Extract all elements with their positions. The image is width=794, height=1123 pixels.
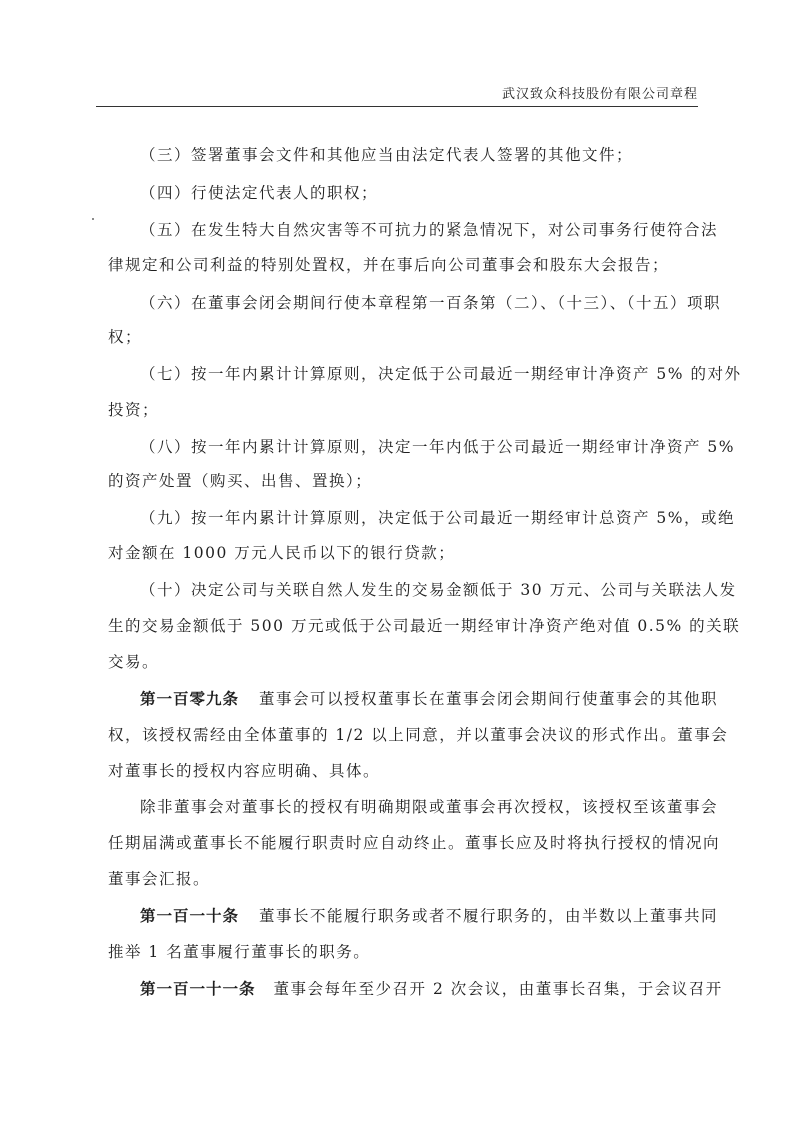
clause-8-line-1: （八）按一年内累计计算原则，决定一年内低于公司最近一期经审计净资产 5% xyxy=(140,438,736,456)
article-109-para2-line-2: 任期届满或董事长不能履行职责时应自动终止。董事长应及时将执行授权的情况向 xyxy=(108,834,721,852)
clause-3: （三）签署董事会文件和其他应当由法定代表人签署的其他文件； xyxy=(140,146,634,164)
article-109-text: 董事会可以授权董事长在董事会闭会期间行使董事会的其他职 xyxy=(259,690,719,708)
article-109-line-3: 对董事长的授权内容应明确、具体。 xyxy=(108,762,381,780)
clause-6-line-1: （六）在董事会闭会期间行使本章程第一百条第（二）、（十三）、（十五）项职 xyxy=(140,294,722,312)
clause-6-line-2: 权； xyxy=(108,328,143,346)
article-110-title: 第一百一十条 xyxy=(140,907,240,925)
article-109-para2-line-3: 董事会汇报。 xyxy=(108,870,211,888)
article-110-text: 董事长不能履行职务或者不履行职务的，由半数以上董事共同 xyxy=(259,907,719,925)
clause-10-line-1: （十）决定公司与关联自然人发生的交易金额低于 30 万元、公司与关联法人发 xyxy=(140,581,737,599)
clause-9-line-1: （九）按一年内累计计算原则，决定低于公司最近一期经审计总资产 5%，或绝 xyxy=(140,509,736,527)
clause-5-line-2: 律规定和公司利益的特别处置权，并在事后向公司董事会和股东大会报告； xyxy=(108,256,670,274)
clause-4: （四）行使法定代表人的职权； xyxy=(140,184,379,202)
article-109-para2-line-1: 除非董事会对董事长的授权有明确期限或董事会再次授权，该授权至该董事会 xyxy=(140,798,719,816)
article-109-title: 第一百零九条 xyxy=(140,690,240,708)
article-111-line-1 xyxy=(140,979,723,999)
clause-9-line-2: 对金额在 1000 万元人民币以下的银行贷款； xyxy=(108,544,456,562)
article-110-line-1 xyxy=(140,906,719,926)
clause-8-line-2: 的资产处置（购买、出售、置换）； xyxy=(108,472,373,490)
scan-speck xyxy=(92,218,94,220)
article-111-text: 董事会每年至少召开 2 次会议，由董事长召集，于会议召开 xyxy=(273,980,723,998)
clause-10-line-2: 生的交易金额低于 500 万元或低于公司最近一期经审计净资产绝对值 0.5% 的关联 xyxy=(108,617,741,635)
article-109-line-2: 权，该授权需经由全体董事的 1/2 以上同意，并以董事会决议的形式作出。董事会 xyxy=(108,726,729,744)
clause-10-line-3: 交易。 xyxy=(108,653,160,671)
clause-7-line-2: 投资； xyxy=(108,401,160,419)
article-111-title: 第一百一十一条 xyxy=(140,980,256,998)
page-header xyxy=(96,86,698,107)
clause-5-line-1: （五）在发生特大自然灾害等不可抗力的紧急情况下，对公司事务行使符合法 xyxy=(140,221,719,239)
header-title: 武汉致众科技股份有限公司章程 xyxy=(501,87,698,102)
clause-7-line-1: （七）按一年内累计计算原则，决定低于公司最近一期经审计净资产 5% 的对外 xyxy=(140,365,742,383)
article-109-line-1 xyxy=(140,689,719,709)
article-110-line-2: 推举 1 名董事履行董事长的职务。 xyxy=(108,943,371,961)
